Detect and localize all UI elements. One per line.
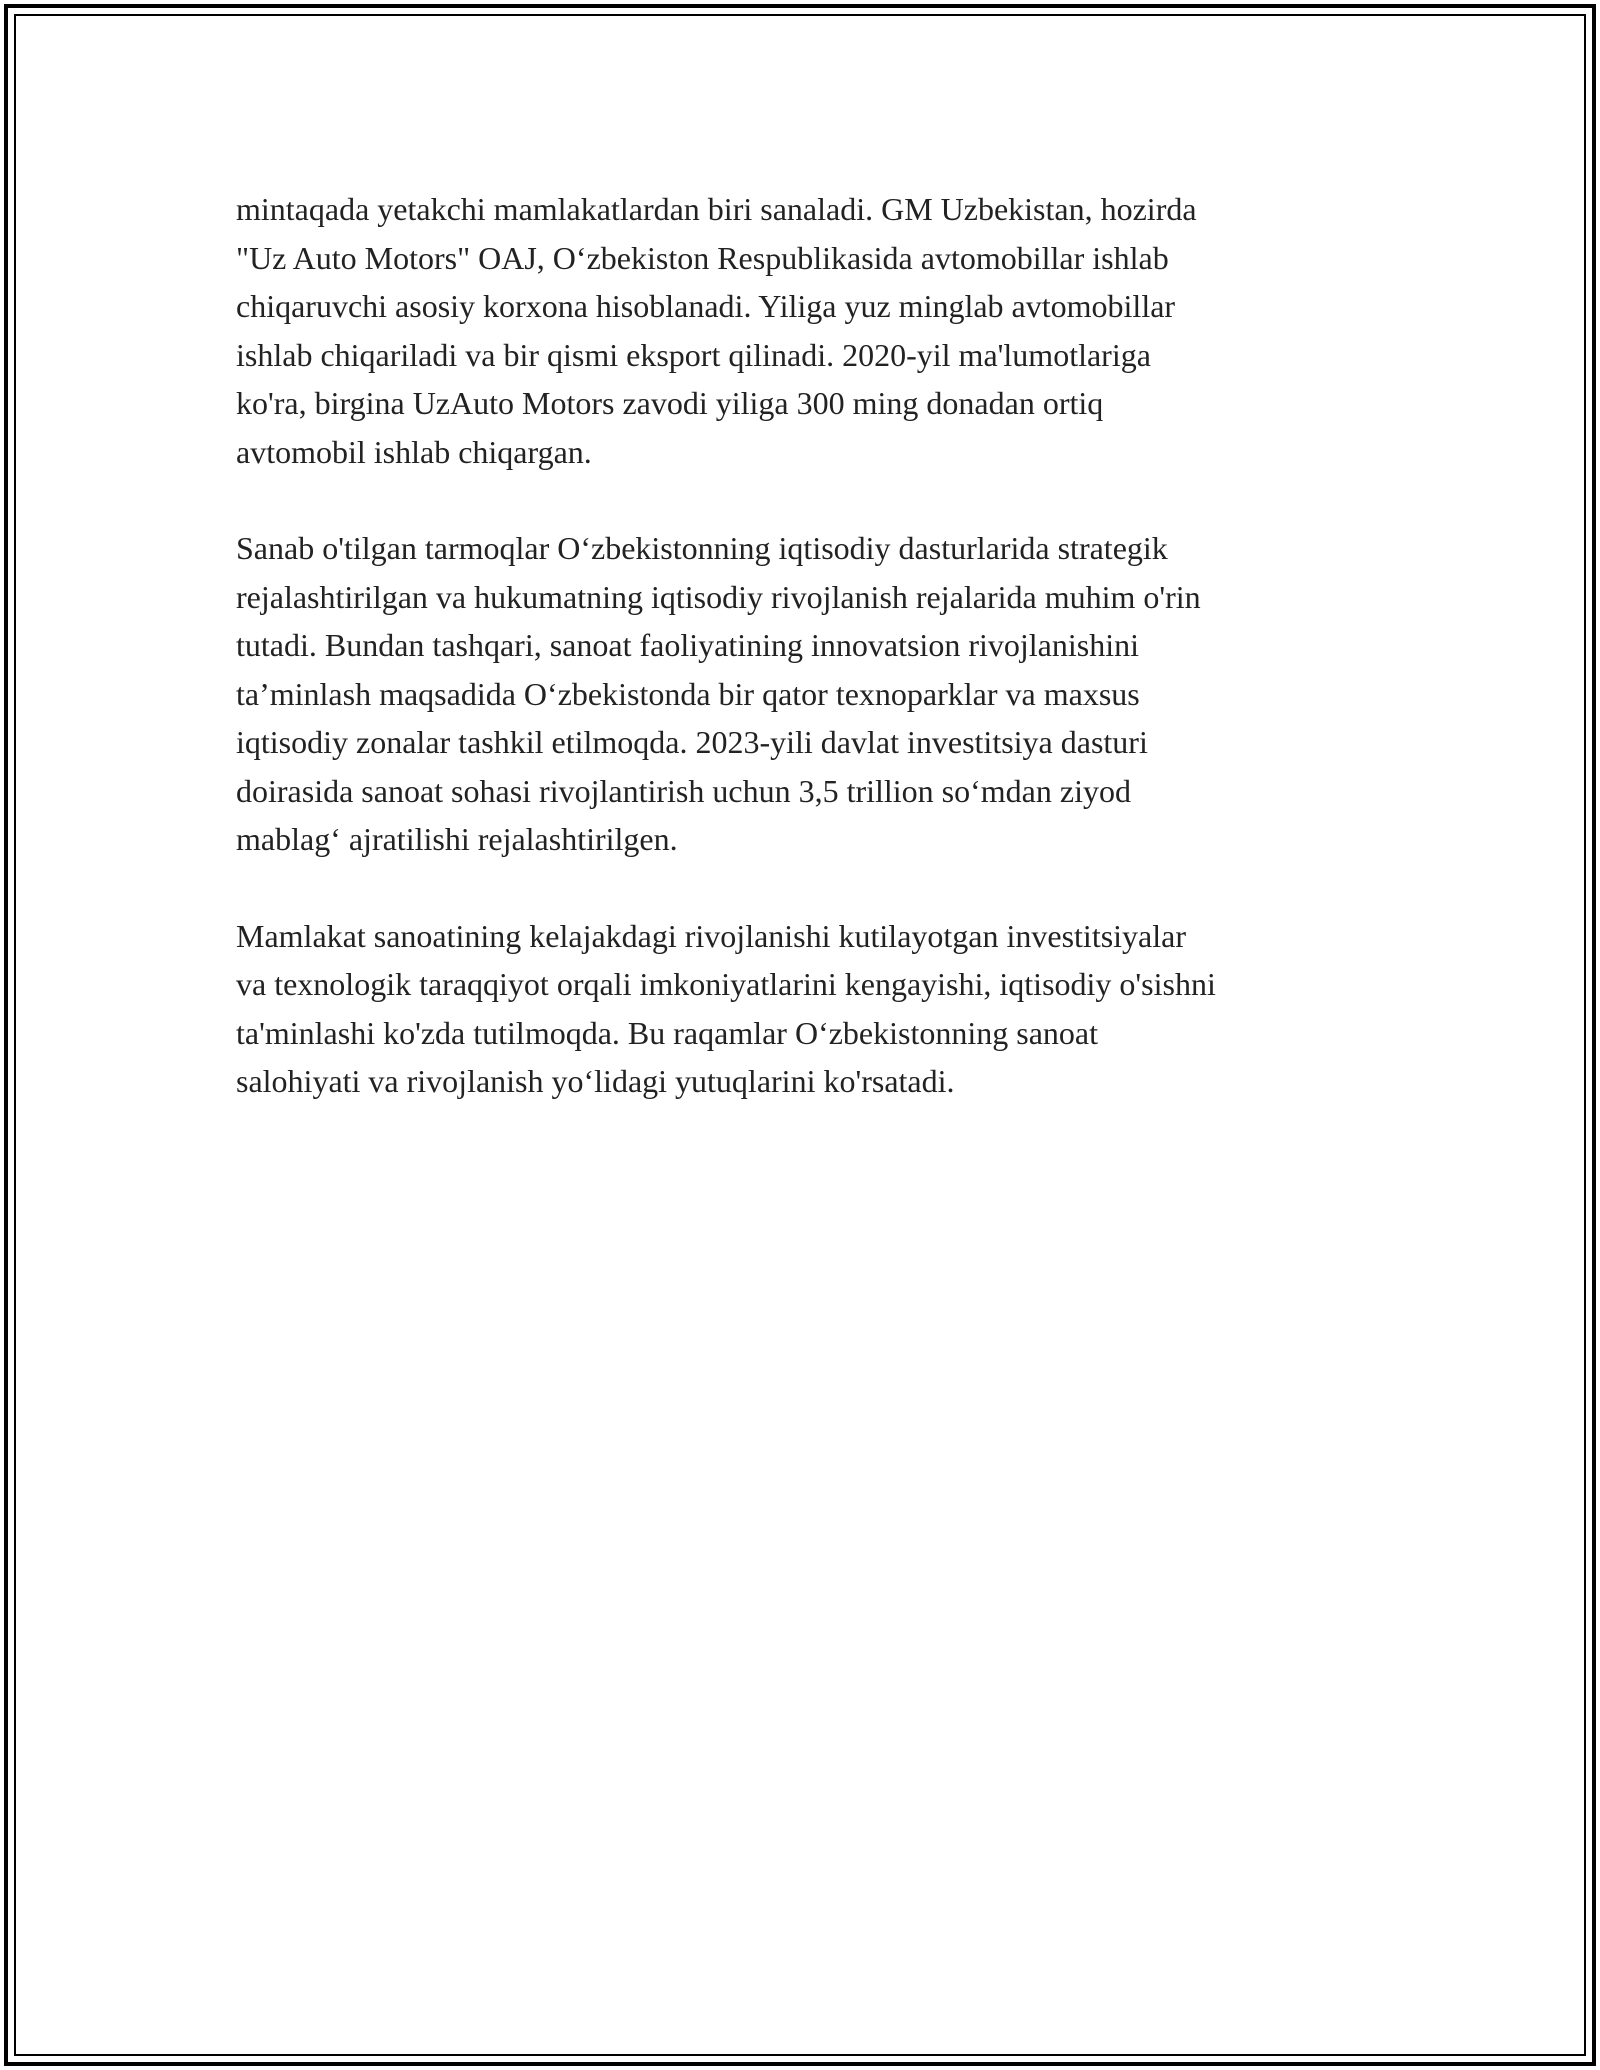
text-line: avtomobil ishlab chiqargan. (236, 433, 592, 470)
text-line: chiqaruvchi asosiy korxona hisoblanadi. Yiliga yuz minglab avtomobillar (236, 288, 1176, 324)
text-line: ko'ra, birgina UzAuto Motors zavodi yiliga 300 ming donadan ortiq (236, 385, 1104, 421)
text-line: salohiyati va rivojlanish yo‘lidagi yutuqlarini ko'rsatadi. (236, 1063, 955, 1099)
text-line: Mamlakat sanoatining kelajakdagi rivojlanishi kutilayotgan investitsiyalar (236, 917, 1186, 954)
text-line: ishlab chiqariladi va bir qismi eksport qilinadi. 2020-yil ma'lumotlariga (236, 336, 1151, 373)
text-line: rejalashtirilgan va hukumatning iqtisodiy rivojlanish rejalarida muhim o'rin (236, 578, 1201, 615)
document-body (236, 185, 1376, 1154)
text-line: mintaqada yetakchi mamlakatlardan biri sanaladi. GM Uzbekistan, hozirda (236, 191, 1197, 227)
text-line: ta’minlash maqsadida O‘zbekistonda bir qator texnoparklar va maxsus (236, 675, 1140, 712)
paragraph-2 (236, 524, 1376, 864)
text-line: ta'minlashi ko'zda tutilmoqda. Bu raqamlar O‘zbekistonning sanoat (236, 1014, 1098, 1051)
text-line: Sanab o'tilgan tarmoqlar O‘zbekistonning iqtisodiy dasturlarida strategik (236, 530, 1168, 566)
text-line: mablag‘ ajratilishi rejalashtirilgen. (236, 821, 678, 857)
text-line: doirasida sanoat sohasi rivojlantirish uchun 3,5 trillion so‘mdan ziyod (236, 772, 1131, 809)
text-line: iqtisodiy zonalar tashkil etilmoqda. 2023-yili davlat investitsiya dasturi (236, 724, 1148, 760)
text-line: va texnologik taraqqiyot orqali imkoniyatlarini kengayishi, iqtisodiy o'sishni (236, 966, 1216, 1002)
text-line: tutadi. Bundan tashqari, sanoat faoliyatining innovatsion rivojlanishini (236, 627, 1139, 663)
paragraph-3 (236, 912, 1376, 1106)
paragraph-1 (236, 185, 1376, 476)
text-line: "Uz Auto Motors" OAJ, O‘zbekiston Respublikasida avtomobillar ishlab (236, 239, 1169, 276)
